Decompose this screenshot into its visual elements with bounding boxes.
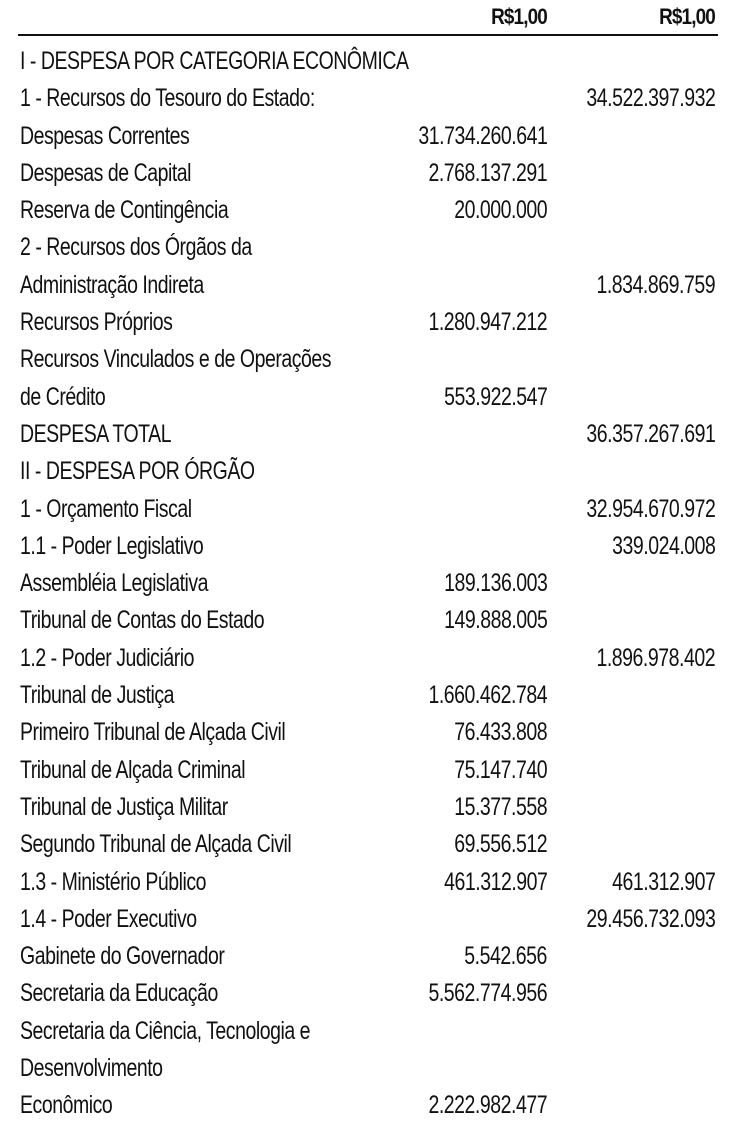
table-row: [0, 453, 743, 490]
row-label: Gabinete do Governador: [20, 942, 225, 971]
row-partial-value: 75.147.740: [454, 755, 547, 784]
table-row: [0, 864, 743, 901]
row-label: Assembléia Legislativa: [20, 569, 209, 598]
row-total-value: 1.896.978.402: [596, 643, 715, 672]
table-row: [0, 1050, 743, 1087]
row-label: II - DESPESA POR ÓRGÃO: [20, 457, 255, 486]
table-row: [0, 938, 743, 975]
row-partial-value: 2.768.137.291: [428, 158, 547, 187]
row-label: Tribunal de Alçada Criminal: [20, 755, 246, 784]
table-row: [0, 1013, 743, 1050]
header-rule: [18, 34, 718, 36]
row-label: Tribunal de Justiça: [20, 681, 175, 710]
row-label: Reserva de Contingência: [20, 196, 229, 225]
row-label: 1.2 - Poder Judiciário: [20, 643, 194, 672]
row-partial-value: 15.377.558: [454, 792, 547, 821]
row-label: Despesas Correntes: [20, 121, 190, 150]
row-total-value: 339.024.008: [611, 531, 715, 560]
column-header-total: R$1,00: [659, 4, 715, 29]
row-partial-value: 461.312.907: [443, 867, 547, 896]
row-total-value: 36.357.267.691: [585, 419, 715, 448]
row-total-value: 29.456.732.093: [585, 904, 715, 933]
row-partial-value: 69.556.512: [454, 830, 547, 859]
table-row: [0, 192, 743, 229]
row-label: 1 - Orçamento Fiscal: [20, 494, 192, 523]
row-label: Secretaria da Educação: [20, 979, 218, 1008]
table-row: [0, 491, 743, 528]
table-row: [0, 602, 743, 639]
table-row: [0, 155, 743, 192]
row-label: Tribunal de Contas do Estado: [20, 606, 265, 635]
budget-table: [0, 43, 743, 1125]
table-row: [0, 677, 743, 714]
table-row: [0, 118, 743, 155]
row-label: Recursos Próprios: [20, 308, 173, 337]
row-label: 2 - Recursos dos Órgãos da: [20, 233, 252, 262]
row-total-value: 461.312.907: [611, 867, 715, 896]
table-row: [0, 789, 743, 826]
row-label: DESPESA TOTAL: [20, 419, 172, 448]
row-label: 1.1 - Poder Legislativo: [20, 531, 204, 560]
row-partial-value: 189.136.003: [443, 569, 547, 598]
row-label: 1 - Recursos do Tesouro do Estado:: [20, 84, 315, 113]
row-partial-value: 149.888.005: [443, 606, 547, 635]
table-row: [0, 640, 743, 677]
table-row: [0, 416, 743, 453]
row-label: Recursos Vinculados e de Operações: [20, 345, 332, 374]
table-row: [0, 901, 743, 938]
row-label: Primeiro Tribunal de Alçada Civil: [20, 718, 286, 747]
row-label: Secretaria da Ciência, Tecnologia e: [20, 1016, 311, 1045]
row-label: 1.4 - Poder Executivo: [20, 904, 197, 933]
table-row: [0, 565, 743, 602]
row-label: Desenvolvimento: [20, 1054, 163, 1083]
column-header: [0, 4, 743, 30]
table-row: [0, 43, 743, 80]
row-label: Administração Indireta: [20, 270, 204, 299]
row-label: Econômico: [20, 1091, 113, 1120]
row-total-value: 1.834.869.759: [596, 270, 715, 299]
row-partial-value: 2.222.982.477: [428, 1091, 547, 1120]
table-row: [0, 1087, 743, 1124]
row-partial-value: 1.280.947.212: [428, 308, 547, 337]
row-partial-value: 76.433.808: [454, 718, 547, 747]
table-row: [0, 752, 743, 789]
table-row: [0, 341, 743, 378]
row-label: 1.3 - Ministério Público: [20, 867, 207, 896]
table-row: [0, 304, 743, 341]
table-row: [0, 975, 743, 1012]
row-partial-value: 5.542.656: [464, 942, 547, 971]
row-total-value: 32.954.670.972: [585, 494, 715, 523]
row-label: Tribunal de Justiça Militar: [20, 792, 228, 821]
row-label: Segundo Tribunal de Alçada Civil: [20, 830, 292, 859]
table-row: [0, 379, 743, 416]
row-partial-value: 31.734.260.641: [417, 121, 547, 150]
row-partial-value: 20.000.000: [454, 196, 547, 225]
row-label: Despesas de Capital: [20, 158, 192, 187]
table-row: [0, 229, 743, 266]
row-partial-value: 553.922.547: [443, 382, 547, 411]
column-header-partial: R$1,00: [491, 4, 547, 29]
table-row: [0, 714, 743, 751]
row-total-value: 34.522.397.932: [585, 84, 715, 113]
row-partial-value: 1.660.462.784: [428, 681, 547, 710]
table-row: [0, 267, 743, 304]
row-partial-value: 5.562.774.956: [428, 979, 547, 1008]
table-row: [0, 80, 743, 117]
row-label: de Crédito: [20, 382, 106, 411]
table-row: [0, 826, 743, 863]
table-row: [0, 528, 743, 565]
row-label: I - DESPESA POR CATEGORIA ECONÔMICA: [20, 47, 409, 75]
